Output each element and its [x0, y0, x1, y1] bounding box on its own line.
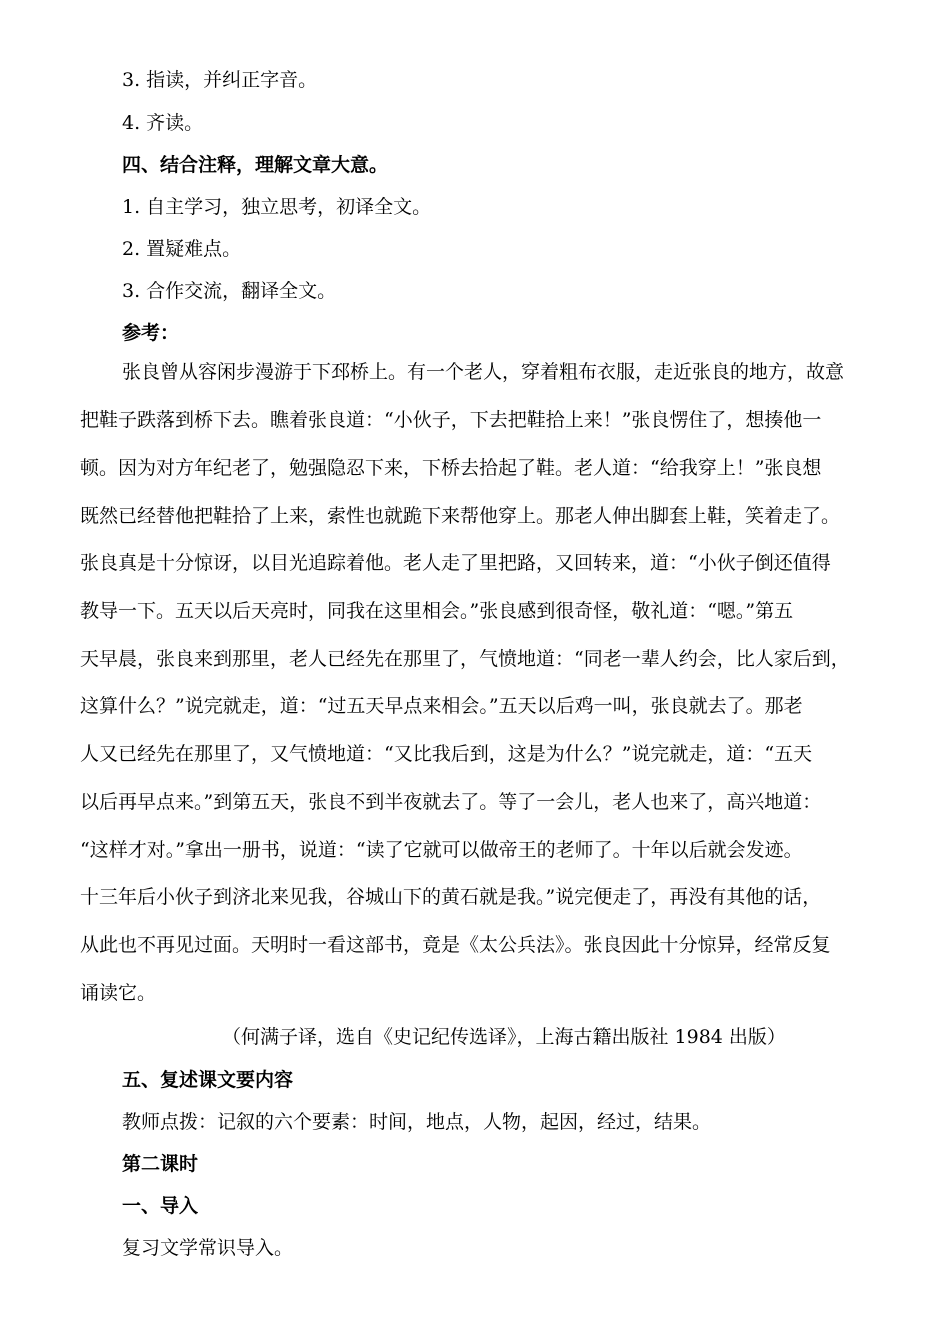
lesson-2-intro-heading: 一、导入	[122, 1195, 199, 1217]
translation-line: 教导一下。五天以后天亮时，同我在这里相会。”张良感到很奇怪，敬礼道：“嗯。”第五	[80, 600, 794, 622]
section-4-step-3: 3. 合作交流，翻译全文。	[122, 280, 337, 302]
translation-line: 诵读它。	[80, 982, 157, 1004]
translation-citation: （何满子译，选自《史记纪传选译》，上海古籍出版社 1984 出版）	[222, 1026, 786, 1048]
lesson-2-intro-text: 复习文学常识导入。	[122, 1237, 294, 1259]
translation-line: 以后再早点来。”到第五天，张良不到半夜就去了。等了一会儿，老人也来了，高兴地道：	[80, 791, 822, 813]
translation-line: 顿。因为对方年纪老了，勉强隐忍下来，下桥去拾起了鞋。老人道：“给我穿上！”张良想	[80, 457, 822, 479]
translation-line: 把鞋子跌落到桥下去。瞧着张良道：“小伙子，下去把鞋拾上来！”张良愣住了，想揍他一	[80, 409, 822, 431]
translation-line: 这算什么？”说完就走，道：“过五天早点来相会。”五天以后鸡一叫，张良就去了。那老	[80, 695, 803, 717]
translation-line: 十三年后小伙子到济北来见我，谷城山下的黄石就是我。”说完便走了，再没有其他的话，	[80, 886, 822, 908]
translation-line: 从此也不再见过面。天明时一看这部书，竟是《太公兵法》。张良因此十分惊异，经常反复	[80, 934, 831, 956]
section-4-heading: 四、结合注释，理解文章大意。	[122, 154, 389, 176]
step-4-read-together: 4. 齐读。	[122, 112, 204, 134]
section-4-step-2: 2. 置疑难点。	[122, 238, 242, 260]
translation-line: “这样才对。”拿出一册书，说道：“读了它就可以做帝王的老师了。十年以后就会发迹。	[80, 839, 803, 861]
translation-line: 天早晨，张良来到那里，老人已经先在那里了，气愤地道：“同老一辈人约会，比人家后到，	[80, 648, 850, 670]
step-3-read-aloud: 3. 指读，并纠正字音。	[122, 69, 318, 91]
reference-label: 参考：	[122, 322, 180, 344]
translation-line: 人又已经先在那里了，又气愤地道：“又比我后到，这是为什么？”说完就走，道：“五天	[80, 743, 813, 765]
translation-line: 张良真是十分惊讶，以目光追踪着他。老人走了里把路，又回转来，道：“小伙子倒还值得	[80, 552, 831, 574]
translation-line: 既然已经替他把鞋拾了上来，索性也就跪下来帮他穿上。那老人伸出脚套上鞋，笑着走了。	[80, 505, 841, 527]
translation-line: 张良曾从容闲步漫游于下邳桥上。有一个老人，穿着粗布衣服，走近张良的地方，故意	[122, 361, 845, 383]
lesson-2-heading: 第二课时	[122, 1153, 199, 1175]
teacher-tip: 教师点拨：记叙的六个要素：时间，地点，人物，起因，经过，结果。	[122, 1111, 712, 1133]
section-4-step-1: 1. 自主学习，独立思考，初译全文。	[122, 196, 432, 218]
section-5-heading: 五、复述课文要内容	[122, 1069, 294, 1091]
